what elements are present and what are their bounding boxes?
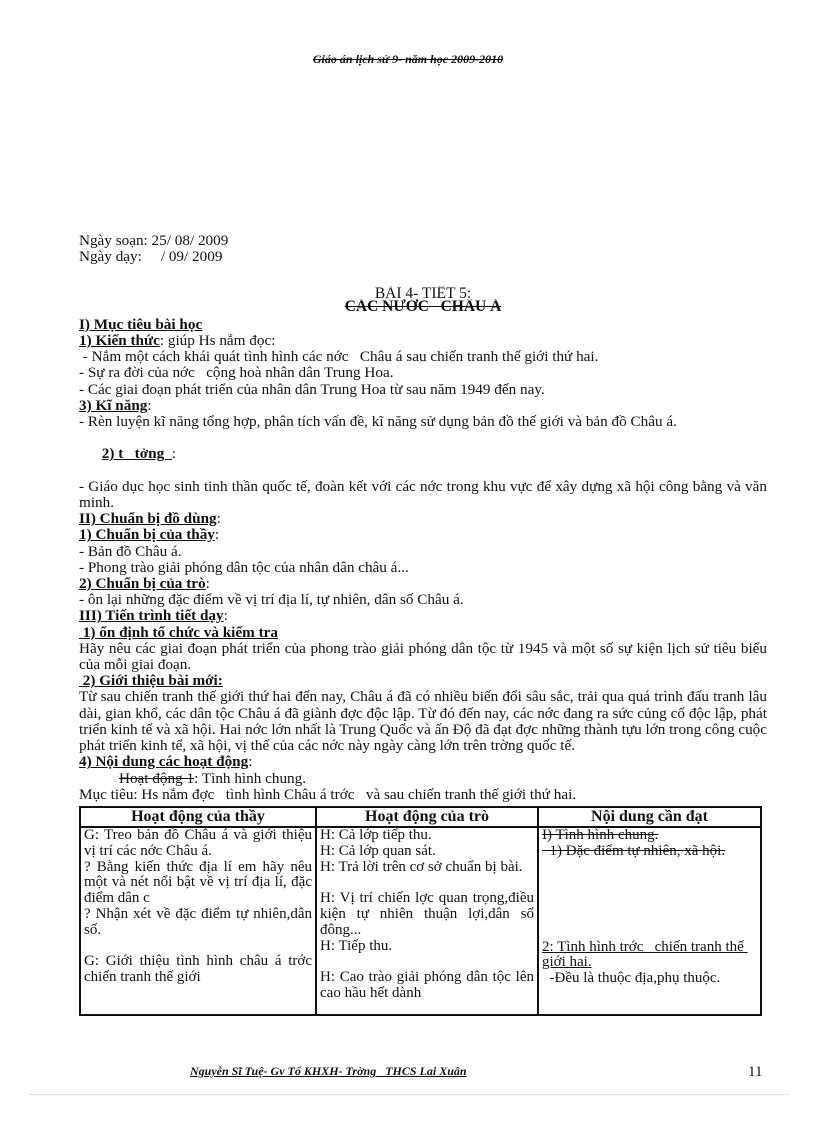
- col-header-student: Hoạt động của trò: [316, 807, 538, 827]
- knowledge-intro: : giúp Hs nắm đọc:: [159, 333, 276, 350]
- page-bottom-divider: [28, 1094, 788, 1095]
- section2-heading: II) Chuẩn bị đồ dùng: [79, 511, 217, 528]
- lesson-number: BÀI 4- TIẾT 5:: [374, 286, 472, 303]
- teacher-prep-item: - Phong trào giải phóng dân tộc của nhân dân châu á...: [79, 559, 409, 576]
- student-line: H: Tiếp thu.: [320, 937, 393, 954]
- student-line: H: Cao trào giải phóng dân tộc lên cao hầu hết dành: [320, 969, 534, 1002]
- content-line: -Đều là thuộc địa,phụ thuộc.: [542, 970, 721, 987]
- teach-date: [79, 249, 767, 265]
- teacher-activity-cell: [80, 827, 316, 1015]
- table-header-row: [80, 807, 761, 827]
- content-heading: 4) Nội dung các hoạt động: [79, 754, 249, 771]
- knowledge-item: - Các giai đoạn phát triển của nhân dân Trung Hoa từ sau năm 1949 đến nay.: [79, 381, 545, 398]
- intro-text: Từ sau chiến tranh thế giới thứ hai đến nay, Châu á đã có nhiều biến đổi sâu sắc, trải qua quá trình đấu tranh lâu dài, gian khổ, các dân tộc Châu á đã giành đợc độc lập. Từ đó đến nay, các nớc đang ra sức củng cố độc lập, phát triển kinh tế và xã hội. Hai nớc lớn nhất là Trung Quốc và ấn Độ đã đạt đợc những thành tựu lớn trong công cuộc phát triển kinh tế, xã hội, vị thế của các nớc này ngày càng lớn trên trờng quốc tế.: [79, 688, 768, 755]
- student-prep-label: 2) Chuẩn bị của trò: [79, 576, 206, 593]
- skills-text: - Rèn luyện kĩ năng tổng hợp, phân tích vấn đề, kĩ năng sử dụng bản đồ thế giới và bản đồ Châu á.: [79, 413, 677, 431]
- section2-colon: :: [216, 511, 221, 528]
- student-line: H: Trả lời trên cơ sở chuẩn bị bài.: [320, 858, 523, 875]
- content-line: 2: Tình hình trớc chiến tranh thế giới hai.: [542, 938, 748, 971]
- student-line: H: Vị trí chiến lợc quan trọng,điều kiện tự nhiên thuận lợi,dân số đông...: [320, 890, 534, 938]
- section3-heading: III) Tiến trình tiết dạy: [79, 608, 224, 625]
- knowledge-line: [79, 333, 767, 349]
- skills-colon: :: [147, 397, 152, 414]
- student-prep-heading: [79, 576, 767, 592]
- teacher-prep-label: 1) Chuẩn bị của thầy: [79, 527, 215, 544]
- section1-heading: I) Mục tiêu bài học: [79, 316, 203, 333]
- knowledge-item: - Nắm một cách khái quát tình hình các nớc Châu á sau chiến tranh thế giới thứ hai.: [79, 349, 599, 366]
- col-header-teacher: Hoạt động của thầy: [80, 807, 316, 827]
- col-header-content: Nội dung cần đạt: [538, 807, 761, 827]
- teacher-line: ? Nhận xét về đặc điểm tự nhiên,dân số.: [84, 905, 312, 938]
- student-activity-cell: [316, 827, 538, 1015]
- teacher-prep-colon: :: [214, 527, 220, 544]
- running-header: Giáo án lịch sử 9- năm học 2009-2010: [312, 52, 504, 66]
- student-prep-colon: :: [205, 576, 210, 593]
- knowledge-label: 1) Kiến thức: [79, 333, 160, 350]
- attitude-colon: :: [171, 445, 177, 463]
- student-prep-item: - ôn lại những đặc điểm về vị trí địa lí, tự nhiên, dân số Châu á.: [79, 592, 464, 609]
- content-line: 1) Đặc điểm tự nhiên, xã hội.: [542, 842, 726, 859]
- teacher-line: G: Treo bản đồ Châu á và giới thiệu vị trí các nớc Châu á.: [84, 827, 312, 859]
- content-colon: :: [248, 754, 253, 771]
- activity-objective: Mục tiêu: Hs nắm đợc tình hình Châu á trớc và sau chiến tranh thế giới thứ hai.: [79, 786, 577, 803]
- footer-author: Nguyễn Sĩ Tuệ- Gv Tổ KHXH- Trờng THCS Lai Xuân: [190, 1064, 467, 1078]
- prep-date: Ngày soạn: 25/ 08/ 2009: [79, 233, 229, 249]
- student-line: H: Cả lớp tiếp thu.: [320, 827, 432, 843]
- activity-text: : Tình hình chung.: [194, 770, 307, 787]
- section2-heading-line: [79, 511, 767, 527]
- student-line: H: Cả lớp quan sát.: [320, 842, 436, 859]
- teacher-line: G: Giới thiệu tình hình châu á trớc chiến tranh thế giới: [84, 953, 312, 986]
- document-body: [79, 233, 767, 1016]
- knowledge-item: - Sự ra đời của nớc cộng hoà nhân dân Trung Hoa.: [79, 365, 394, 382]
- teacher-prep-item: - Bản đồ Châu á.: [79, 543, 182, 560]
- skills-heading: [79, 398, 767, 414]
- teach-date-text: Ngày dạy: / 09/ 2009: [79, 249, 223, 266]
- page-number: 11: [748, 1064, 763, 1080]
- lesson-title: CÁC NƯỚC CHÂU Á: [344, 298, 502, 315]
- attitude-heading: [79, 430, 767, 479]
- activity-line: [79, 771, 767, 787]
- table-row: [80, 827, 761, 1015]
- content-line: I) Tình hình chung.: [542, 827, 659, 843]
- attitude-text: - Giáo dục học sinh tinh thần quốc tế, đoàn kết với các nớc trong khu vực để xây dựng xã hội công bằng và văn minh.: [79, 477, 767, 512]
- section3-colon: :: [223, 608, 228, 625]
- section3-heading-line: [79, 608, 767, 624]
- teacher-prep-heading: [79, 527, 767, 543]
- activity-label: Hoạt động 1: [119, 770, 195, 787]
- content-heading-line: [79, 754, 767, 770]
- stabilize-text: Hãy nêu các giai đoạn phát triển của phong trào giải phóng dân tộc từ 1945 và một số sự kiện lịch sử tiêu biểu của mỗi giai đoạn.: [79, 639, 767, 674]
- skills-label: 3) Kĩ năng: [79, 397, 148, 414]
- activity-table: [79, 806, 762, 1016]
- teacher-line: ? Bằng kiến thức địa lí em hãy nêu một và nét nổi bật về vị trí địa lí, đặc điểm dân c: [84, 858, 312, 907]
- attitude-label: 2) t tởng: [101, 445, 172, 463]
- intro-heading: 2) Giới thiệu bài mới:: [79, 673, 223, 690]
- content-cell: [538, 827, 761, 1015]
- stabilize-heading: 1) ổn định tổ chức và kiểm tra: [79, 624, 278, 641]
